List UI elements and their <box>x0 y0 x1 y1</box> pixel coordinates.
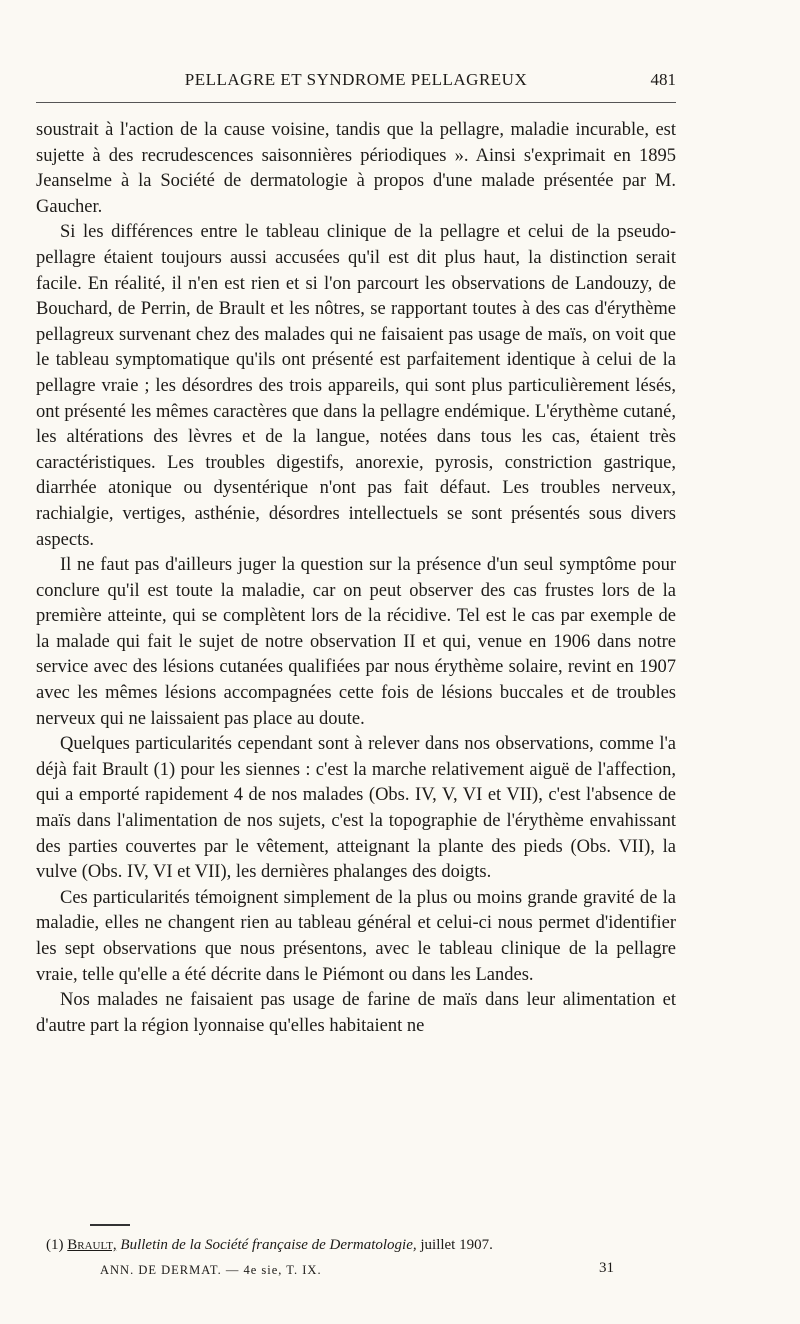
footnote <box>46 1235 676 1255</box>
paragraph-1: soustrait à l'action de la cause voisine, tandis que la pellagre, maladie incurable, est sujette à des recrudescences saisonnières périodiques ». Ainsi s'exprimait en 1895 Jeanselme à la Société de dermatologie à propos d'une malade présentée par M. Gaucher. <box>36 120 676 217</box>
paragraph-5: Ces particularités témoignent simplement de la plus ou moins grande gravité de la maladie, elles ne changent rien au tableau général et celui-ci nous permet d'identifier les sept observations que nous présentons, avec le tableau clinique de la pellagre vraie, telle qu'elle a été décrite dans le Piémont ou dans les Landes. <box>36 887 676 985</box>
running-title: PELLAGRE ET SYNDROME PELLAGREUX <box>184 70 528 89</box>
footnote-journal: Bulletin de la Société française de Dermatologie, <box>120 1237 417 1253</box>
footnote-rule <box>90 1224 130 1226</box>
paragraph-2: Si les différences entre le tableau clinique de la pellagre et celui de la pseudo-pellagre étaient toujours aussi accusées qu'il est dit plus haut, la distinction serait facile. En réalité, il n'en est rien et si l'on parcourt les observations de Landouzy, de Bouchard, de Perrin, de Brault et les nôtres, se rapportant toutes à des cas d'érythème pellagreux survenant chez des malades qui ne faisaient pas usage de maïs, on voit que le tableau symptomatique qu'ils ont présenté est parfaitement identique à celui de la pellagre vraie ; les désordres des trois appareils, qui sont plus particulièrement lésés, ont présenté les mêmes caractères que dans la pellagre endémique. L'érythème cutané, les altérations des lèvres et de la langue, notées dans tous les cas, étaient très caractéristiques. Les troubles digestifs, anorexie, pyrosis, constriction gastrique, diarrhée atonique ou dysentérique n'ont pas fait défaut. Les troubles nerveux, rachialgie, vertiges, asthénie, désordres intellectuels se sont présentés sous divers aspects. <box>36 222 676 550</box>
footnote-date: juillet 1907. <box>420 1237 493 1253</box>
printer-signature <box>100 1260 614 1282</box>
body-text <box>36 118 676 1039</box>
footnote-marker: (1) <box>46 1237 64 1253</box>
footnote-author: Brault, <box>67 1237 117 1253</box>
paragraph-6: Nos malades ne faisaient pas usage de farine de maïs dans leur alimentation et d'autre part la région lyonnaise qu'elles habitaient ne <box>36 990 676 1036</box>
running-header <box>36 70 676 98</box>
signature-number: 31 <box>599 1260 614 1276</box>
signature-journal: ANN. DE DERMAT. — 4e sie, T. IX. <box>100 1263 322 1277</box>
page-number: 481 <box>650 70 676 89</box>
header-rule <box>36 102 676 103</box>
paragraph-3: Il ne faut pas d'ailleurs juger la question sur la présence d'un seul symptôme pour conclure qu'il est toute la maladie, car on peut observer des cas frustes lors de la première atteinte, qui se complètent lors de la récidive. Tel est le cas par exemple de la malade qui fait le sujet de notre observation II et qui, venue en 1906 dans notre service avec des lésions cutanées qualifiées par nous érythème solaire, revint en 1907 avec les mêmes lésions accompagnées cette fois de lésions buccales et de troubles nerveux qui ne laissaient pas place au doute. <box>36 555 676 729</box>
paragraph-4: Quelques particularités cependant sont à relever dans nos observations, comme l'a déjà fait Brault (1) pour les siennes : c'est la marche relativement aiguë de l'affection, qui a emporté rapidement 4 de nos malades (Obs. IV, V, VI et VII), c'est l'absence de maïs dans l'alimentation de nos sujets, c'est la topographie de l'érythème envahissant des parties couvertes par le vêtement, atteignant la plante des pieds (Obs. VII), la vulve (Obs. IV, VI et VII), les dernières phalanges des doigts. <box>36 734 676 883</box>
